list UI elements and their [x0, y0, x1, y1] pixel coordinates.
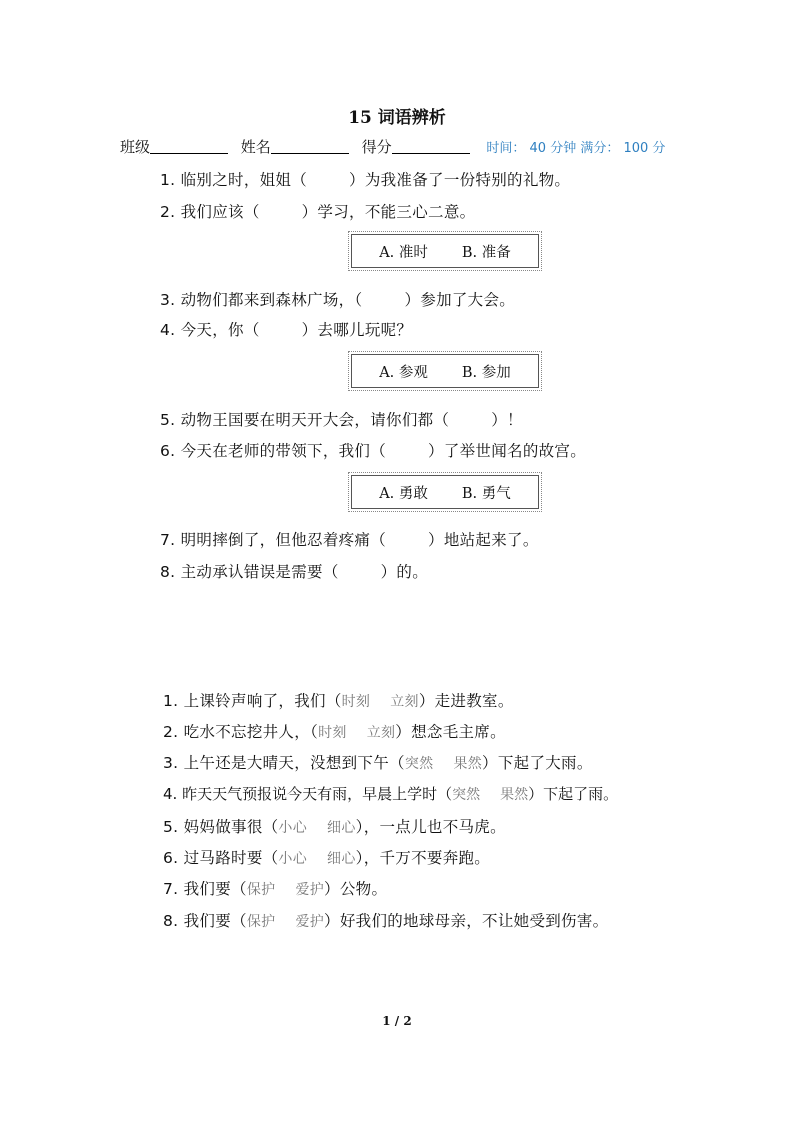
part2-question-4: 4. 昨天天气预报说今天有雨，早晨上学时（突然 果然）下起了雨。 — [163, 785, 619, 803]
part2-question-8: 8. 我们要（保护 爱护）好我们的地球母亲，不让她受到伤害。 — [163, 912, 609, 930]
part2-question-2: 2. 吃水不忘挖井人，（时刻 立刻）想念毛主席。 — [163, 723, 506, 741]
page-number: 1 / 2 — [382, 1014, 412, 1028]
question-1: 1. 临别之时，姐姐（ ）为我准备了一份特别的礼物。 — [160, 171, 571, 189]
question-3: 3. 动物们都来到森林广场，（ ）参加了大会。 — [160, 291, 516, 309]
class-label: 班级 — [120, 138, 151, 156]
part2-question-5: 5. 妈妈做事很（小心 细心），一点儿也不马虎。 — [163, 818, 506, 836]
part2-question-1: 1. 上课铃声响了，我们（时刻 立刻）走进教室。 — [163, 692, 514, 710]
part2-question-6: 6. 过马路时要（小心 细心），千万不要奔跑。 — [163, 849, 491, 867]
choice-a: A. 准时 — [379, 244, 428, 261]
choice-b: B. 参加 — [461, 364, 511, 381]
choice-a: A. 参观 — [379, 364, 428, 381]
part2-question-3: 3. 上午还是大晴天，没想到下午（突然 果然）下起了大雨。 — [163, 754, 593, 772]
score-blank — [392, 137, 470, 154]
question-2: 2. 我们应该（ ）学习，不能三心二意。 — [160, 203, 476, 221]
question-5: 5. 动物王国要在明天开大会，请你们都（ ）！ — [160, 411, 523, 429]
choice-box-3 — [351, 475, 539, 509]
choice-box-2 — [351, 354, 539, 388]
time-score-info: 时间： 40 分钟 满分： 100 分 — [486, 141, 666, 156]
class-blank — [150, 137, 228, 154]
score-label: 得分 — [361, 138, 392, 156]
page-title: 15 词语辨析 — [348, 108, 446, 128]
choice-box-1 — [351, 234, 539, 268]
choice-b: B. 准备 — [461, 244, 511, 261]
part2-question-7: 7. 我们要（保护 爱护）公物。 — [163, 880, 388, 898]
question-8: 8. 主动承认错误是需要（ ）的。 — [160, 563, 429, 581]
header-row — [120, 136, 665, 157]
question-7: 7. 明明摔倒了，但他忍着疼痛（ ）地站起来了。 — [160, 531, 539, 549]
name-label: 姓名 — [240, 138, 271, 156]
choice-a: A. 勇敢 — [379, 485, 428, 502]
question-4: 4. 今天，你（ ）去哪儿玩呢？ — [160, 321, 413, 339]
choice-b: B. 勇气 — [461, 485, 511, 502]
name-blank — [271, 137, 349, 154]
question-6: 6. 今天在老师的带领下，我们（ ）了举世闻名的故宫。 — [160, 442, 587, 460]
